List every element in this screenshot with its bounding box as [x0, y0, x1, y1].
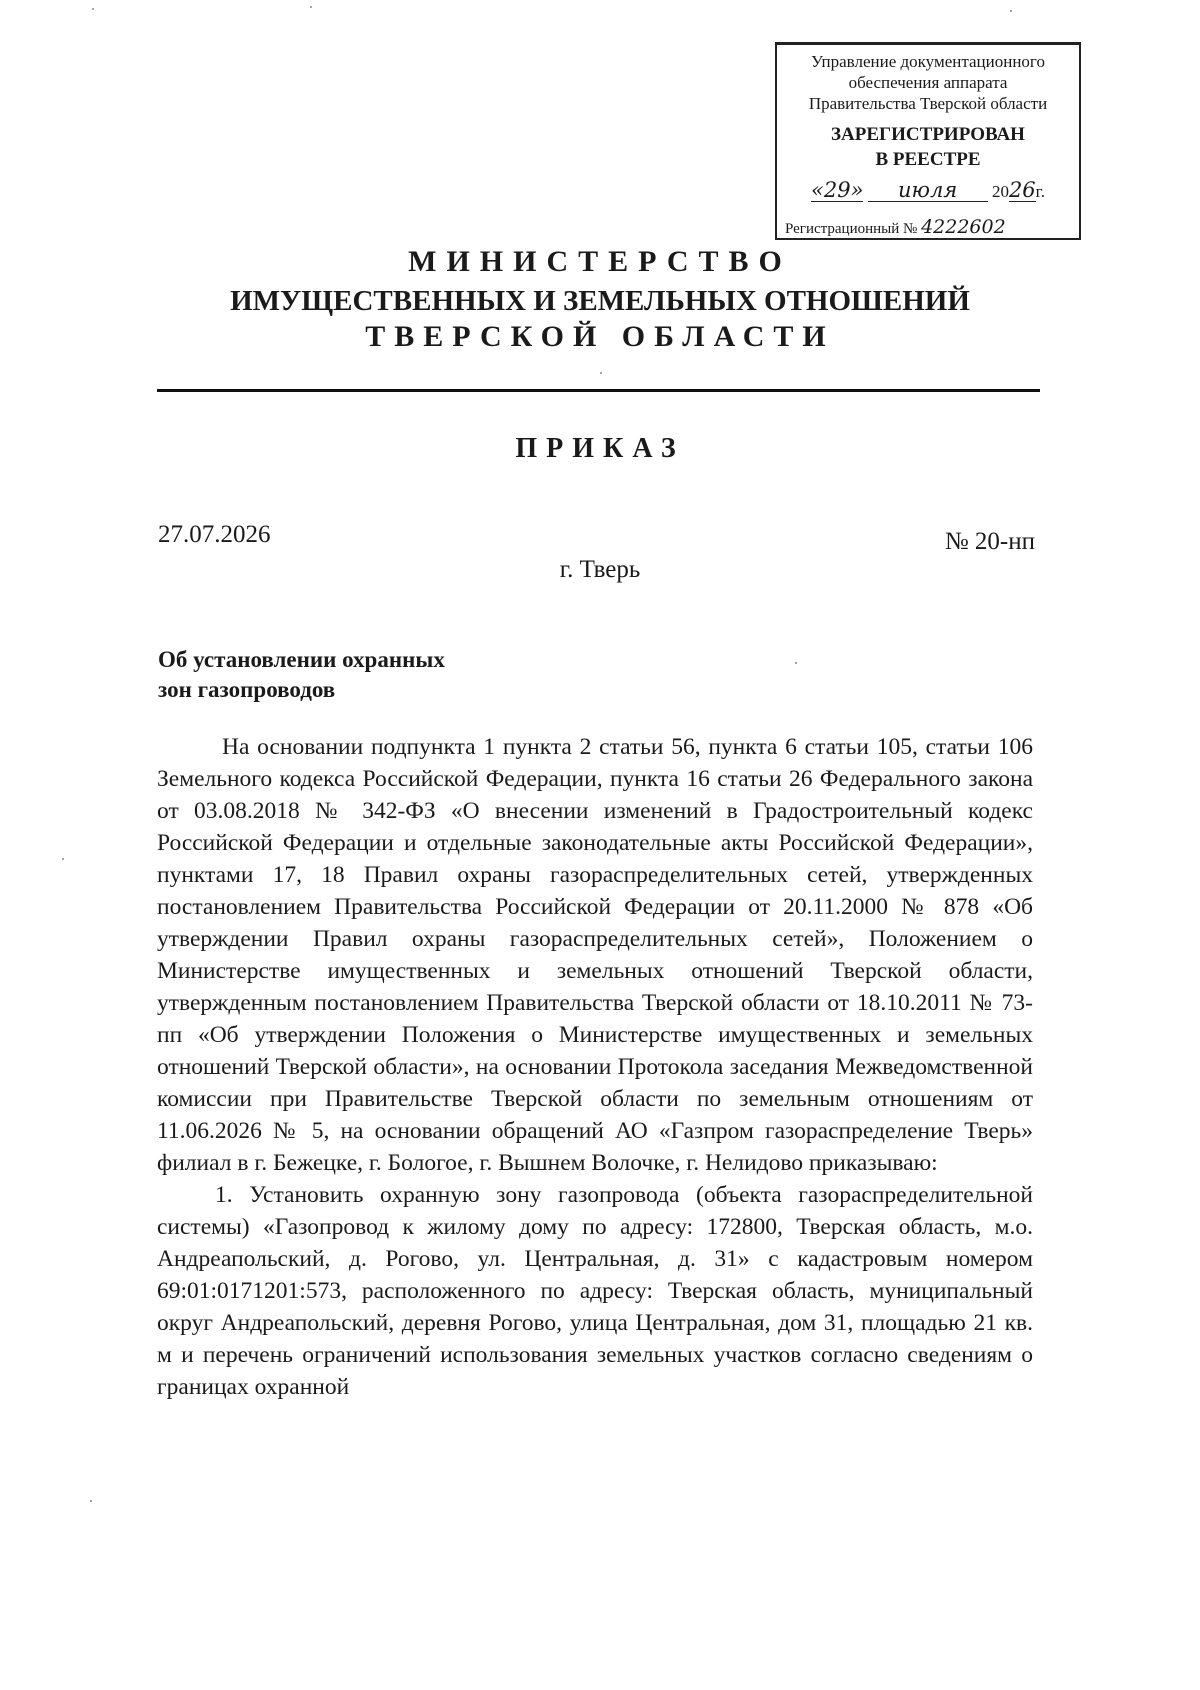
- stamp-line-2: обеспечения аппарата: [848, 73, 1008, 92]
- stamp-year-prefix: 20: [991, 182, 1009, 201]
- stamp-day: «29»: [811, 178, 864, 202]
- ministry-title-line-2: ИМУЩЕСТВЕННЫХ И ЗЕМЕЛЬНЫХ ОТНОШЕНИЙ: [230, 285, 970, 317]
- stamp-date: [777, 180, 1079, 206]
- scan-speck: [90, 1500, 92, 1502]
- scan-speck: [1010, 10, 1012, 12]
- registration-stamp: [775, 42, 1081, 240]
- document-type: ПРИКАЗ: [515, 433, 685, 464]
- stamp-line-3: Правительства Тверской области: [808, 94, 1048, 113]
- header-divider: [157, 389, 1040, 392]
- stamp-reg-number-row: [785, 217, 1006, 240]
- stamp-reg-number: 4222602: [921, 216, 1006, 238]
- stamp-registered: ЗАРЕГИСТРИРОВАН: [831, 124, 1025, 145]
- stamp-reg-label: Регистрационный №: [785, 221, 918, 237]
- stamp-month: июля: [868, 180, 988, 202]
- order-title-line-2: зон газопроводов: [158, 677, 336, 702]
- order-body: [157, 731, 1033, 1403]
- stamp-line-1: Управление документационного: [811, 52, 1045, 71]
- ministry-title-line-3: ТВЕРСКОЙ ОБЛАСТИ: [365, 320, 835, 353]
- order-number: № 20-нп: [944, 528, 1035, 555]
- stamp-year-suffix: 26: [1008, 178, 1036, 202]
- stamp-year-end: г.: [1035, 182, 1045, 201]
- scan-speck: [62, 858, 64, 860]
- order-title-line-1: Об установлении охранных: [158, 647, 445, 672]
- scan-speck: [310, 6, 312, 8]
- body-paragraph-2: 1. Установить охранную зону газопровода (объекта газораспределительной системы) «Газопровод к жилому дому по адресу: 172800, Тверская область, м.о. Андреапольский, д. Рогово, ул. Центральная, д. 31» с кадастровым номером 69:01:0171201:573, расположенного по адресу: Тверская область, муниципальный округ Андреапольский, деревня Рогово, улица Центральная, дом 31, площадью 21 кв. м и перечень ограничений использования земельных участков согласно сведениям о границах охранной: [157, 1182, 1033, 1400]
- scan-speck: [600, 372, 602, 374]
- order-title: [158, 645, 445, 705]
- order-city: г. Тверь: [559, 556, 641, 583]
- scan-speck: [795, 662, 797, 664]
- stamp-in-registry: В РЕЕСТРЕ: [875, 149, 981, 170]
- order-date: 27.07.2026: [158, 521, 271, 548]
- scan-speck: [92, 8, 94, 10]
- body-paragraph-1: На основании подпункта 1 пункта 2 статьи 56, пункта 6 статьи 105, статьи 106 Земельного кодекса Российской Федерации, пункта 16 статьи 26 Федерального закона от 03.08.2018 № 342-ФЗ «О внесении изменений в Градостроительный кодекс Российской Федерации и отдельные законодательные акты Российской Федерации», пунктами 17, 18 Правил охраны газораспределительных сетей, утвержденных постановлением Правительства Российской Федерации от 20.11.2000 № 878 «Об утверждении Правил охраны газораспределительных сетей», Положением о Министерстве имущественных и земельных отношений Тверской области, утвержденным постановлением Правительства Тверской области от 18.10.2011 № 73-пп «Об утверждении Положения о Министерстве имущественных и земельных отношений Тверской области», на основании Протокола заседания Межведомственной комиссии при Правительстве Тверской области по земельным отношениям от 11.06.2026 № 5, на основании обращений АО «Газпром газораспределение Тверь» филиал в г. Бежецке, г. Бологое, г. Вышнем Волочке, г. Нелидово приказываю:: [157, 734, 1033, 1176]
- ministry-title: МИНИСТЕРСТВО: [408, 245, 792, 278]
